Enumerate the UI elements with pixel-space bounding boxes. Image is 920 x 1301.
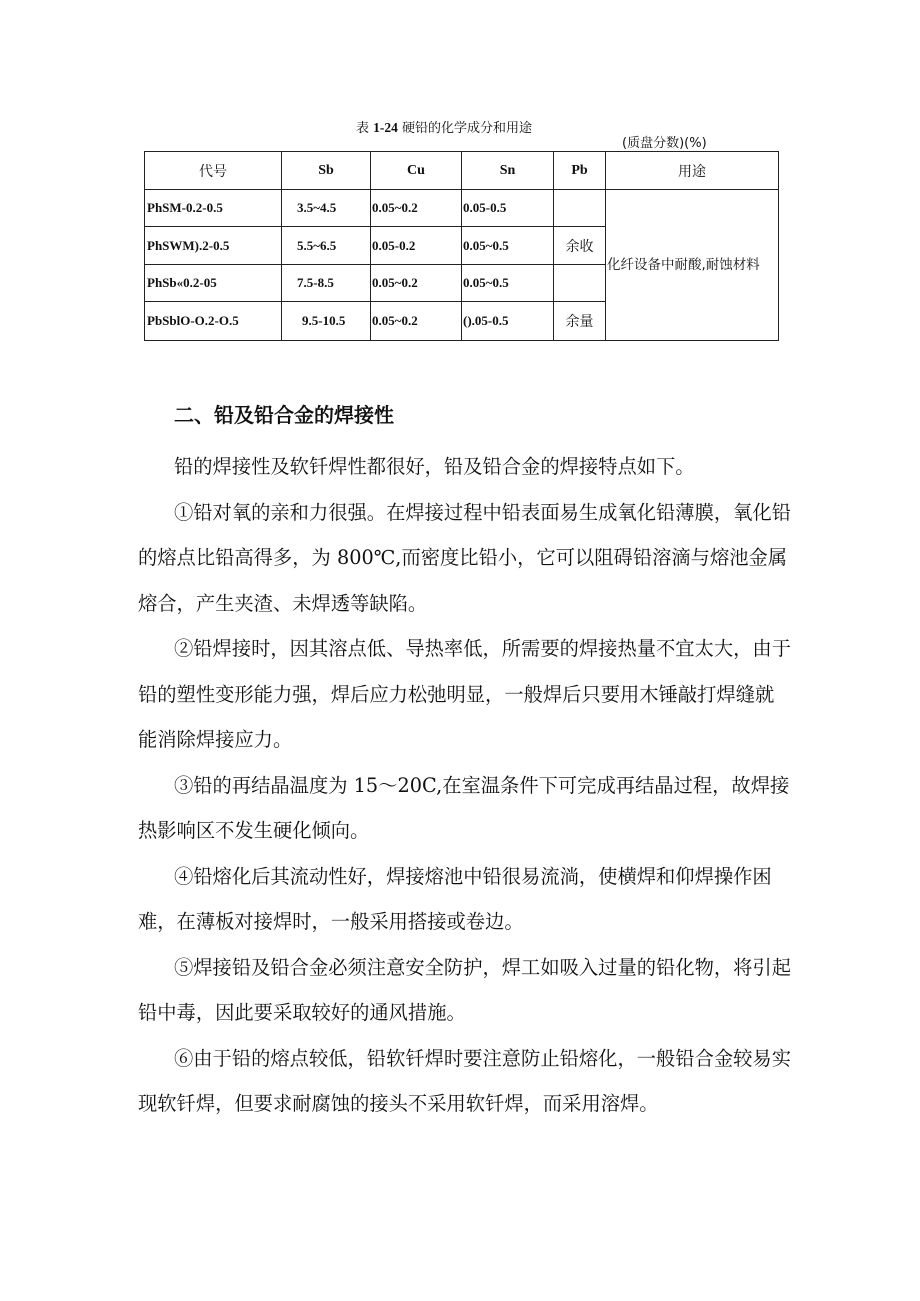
cell-cu: 0.05~0.2 — [371, 190, 462, 227]
header-sb: Sb — [282, 152, 371, 190]
cell-usage: 化纤设备中耐酸,耐蚀材料 — [606, 190, 779, 341]
paragraph: ②铅焊接时，因其溶点低、导热率低，所需要的焊接热量不宜太大，由于铅的塑性变形能力强，焊后应力松弛明显，一般焊后只要用木锤敲打焊缝就能消除焊接应力。 — [138, 637, 791, 751]
header-cu: Cu — [371, 152, 462, 190]
cell-cu: 0.05~0.2 — [371, 265, 462, 302]
paragraph: 铅的焊接性及软钎焊性都很好，铅及铅合金的焊接特点如下。 — [174, 455, 695, 478]
header-code: 代号 — [145, 152, 282, 190]
paragraph: ④铅熔化后其流动性好，焊接熔池中铅很易流淌，使横焊和仰焊操作困难，在薄板对接焊时，一般采用搭接或卷边。 — [138, 864, 772, 933]
cell-sn: 0.05-0.5 — [462, 190, 554, 227]
cell-sn: ().05-0.5 — [462, 302, 554, 341]
composition-table — [144, 151, 779, 341]
header-pb: Pb — [554, 152, 606, 190]
paragraph: ⑤焊接铅及铅合金必须注意安全防护，焊工如吸入过量的铅化物，将引起铅中毒，因此要采取较好的通风措施。 — [138, 955, 791, 1024]
cell-sb: 5.5~6.5 — [282, 227, 371, 265]
table-unit-note: (质盘分数)(%) — [622, 136, 707, 151]
cell-sn: 0.05~0.5 — [462, 265, 554, 302]
cell-sb: 7.5-8.5 — [282, 265, 371, 302]
table-caption-label: 表 — [356, 121, 370, 136]
header-usage: 用途 — [606, 152, 779, 190]
paragraph: ①铅对氧的亲和力很强。在焊接过程中铅表面易生成氧化铅薄膜，氧化铅的熔点比铅高得多，为 800℃,而密度比铅小，它可以阻碍铅溶滴与熔池金属熔合，产生夹渣、未焊透等缺陷。 — [138, 500, 791, 615]
cell-sb: 3.5~4.5 — [282, 190, 371, 227]
cell-code: PhSb«0.2-05 — [145, 265, 282, 302]
paragraph: ⑥由于铅的熔点较低，铅软钎焊时要注意防止铅熔化，一般铅合金较易实现软钎焊，但要求耐腐蚀的接头不采用软钎焊，而采用溶焊。 — [138, 1046, 791, 1115]
cell-code: PhSM-0.2-0.5 — [145, 190, 282, 227]
section-heading: 二、铅及铅合金的焊接性 — [174, 403, 394, 427]
header-sn: Sn — [462, 152, 554, 190]
cell-pb-empty — [554, 265, 606, 302]
cell-code: PbSblO-O.2-O.5 — [145, 302, 282, 341]
paragraph: ③铅的再结晶温度为 15〜20C,在室温条件下可完成再结晶过程，故焊接热影响区不发生硬化倾向。 — [138, 773, 790, 842]
section-body — [138, 444, 792, 1127]
table-caption-title: 硬铅的化学成分和用途 — [402, 121, 533, 136]
cell-code: PhSWM).2-0.5 — [145, 227, 282, 265]
table-row — [145, 190, 779, 227]
cell-cu: 0.05-0.2 — [371, 227, 462, 265]
cell-sb: 9.5-10.5 — [282, 302, 371, 341]
cell-pb-empty — [554, 190, 606, 227]
cell-pb: 余收 — [554, 227, 606, 265]
cell-cu: 0.05~0.2 — [371, 302, 462, 341]
table-caption-number: 1-24 — [373, 120, 398, 135]
table-caption — [356, 117, 532, 136]
cell-pb: 余量 — [554, 302, 606, 341]
table-header-row — [145, 152, 779, 190]
cell-sn: 0.05~0.5 — [462, 227, 554, 265]
